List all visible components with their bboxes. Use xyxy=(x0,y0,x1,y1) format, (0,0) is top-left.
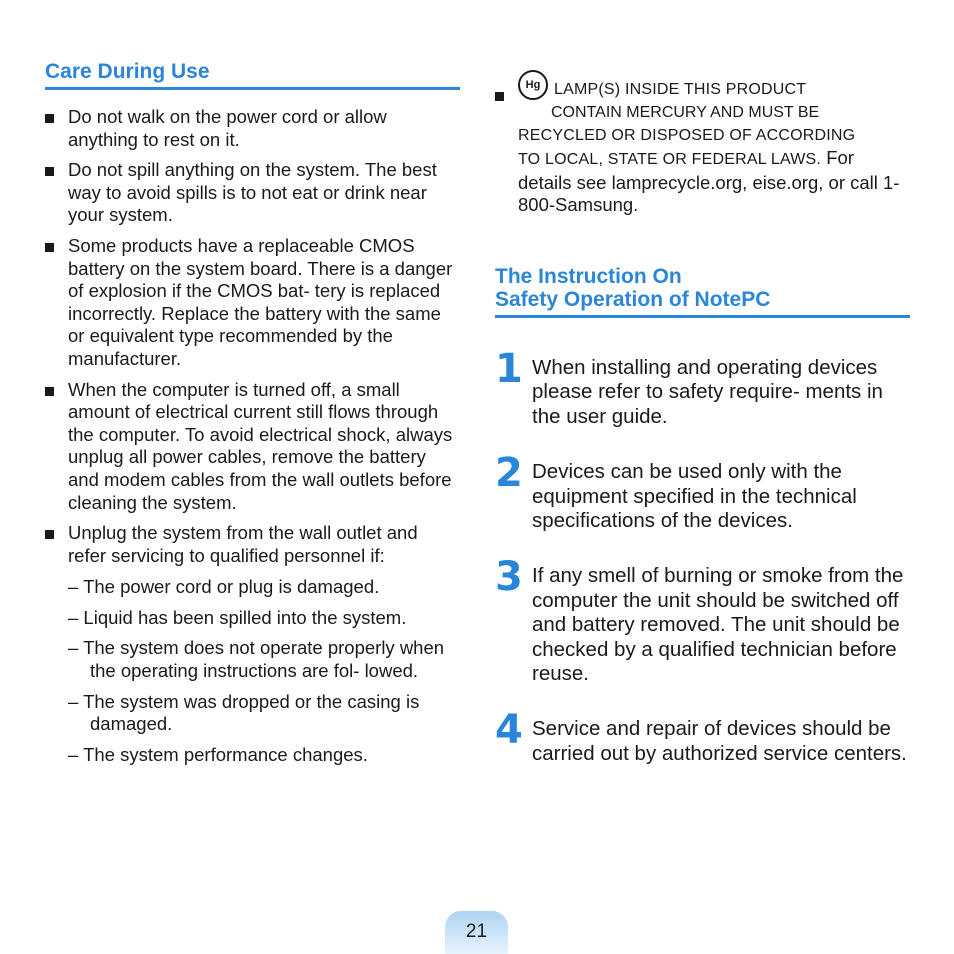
list-item xyxy=(45,106,460,151)
bullet-square-icon xyxy=(495,92,504,101)
dash-item: – The system does not operate properly when the operating instructions are fol- lowed. xyxy=(68,637,445,682)
right-column xyxy=(495,64,910,797)
bullet-square-icon xyxy=(45,243,54,252)
safety-step xyxy=(495,450,910,533)
mercury-hg-icon: Hg xyxy=(518,70,548,100)
step-text: Devices can be used only with the equipment specified in the technical specifications of the devices. xyxy=(532,460,857,532)
dash-item: – The system was dropped or the casing is damaged. xyxy=(68,690,420,735)
safety-steps xyxy=(495,345,910,766)
safety-step xyxy=(495,554,910,686)
bullet-text: Some products have a replaceable CMOS battery on the system board. There is a danger of explosion if the CMOS bat- tery is replaced incorrectly. Replace the battery with the same or equivalent type recommended by the manufacturer. xyxy=(68,234,453,369)
mercury-notice-line-4 xyxy=(518,147,910,217)
step-number: 3 xyxy=(495,554,523,601)
bullet-text: Do not spill anything on the system. The best way to avoid spills is to not eat or drink near your system. xyxy=(68,159,437,226)
section-title-line-2: Safety Operation of NotePC xyxy=(495,287,771,311)
mercury-notice-details: For details see lamprecycle.org, eise.org, or call 1-800-Samsung. xyxy=(518,147,900,216)
servicing-conditions-list xyxy=(68,576,460,766)
page-number: 21 xyxy=(445,911,508,954)
list-item xyxy=(45,522,460,766)
safety-step xyxy=(495,707,910,766)
bullet-square-icon xyxy=(45,387,54,396)
section-title-line-1: The Instruction On xyxy=(495,264,682,288)
list-item xyxy=(45,235,460,371)
list-item xyxy=(45,379,460,515)
step-number: 1 xyxy=(495,345,523,392)
step-text: Service and repair of devices should be carried out by authorized service centers. xyxy=(532,717,907,765)
bullet-square-icon xyxy=(45,530,54,539)
mercury-notice-line-1: LAMP(S) INSIDE THIS PRODUCT xyxy=(554,81,807,99)
left-column xyxy=(45,60,460,774)
dash-item: – The system performance changes. xyxy=(68,743,368,765)
step-text: If any smell of burning or smoke from the computer the unit should be switched off and battery removed. The unit should be checked by a qualified technician before reuse. xyxy=(532,564,904,686)
mercury-notice-caps: TO LOCAL, STATE OR FEDERAL LAWS. xyxy=(518,151,822,169)
bullet-text: Do not walk on the power cord or allow anything to rest on it. xyxy=(68,106,387,150)
bullet-text: Unplug the system from the wall outlet and refer servicing to qualified personnel if: xyxy=(68,522,418,566)
mercury-notice-line-2: CONTAIN MERCURY AND MUST BE xyxy=(551,104,820,121)
mercury-notice-first-line xyxy=(518,64,910,102)
safety-step xyxy=(495,345,910,429)
section-title-safety-operation xyxy=(495,265,910,318)
dash-item: – The power cord or plug is damaged. xyxy=(68,576,380,598)
bullet-text: When the computer is turned off, a small amount of electrical current still flows through the computer. To avoid electrical shock, always unplug all power cables, remove the battery and modem cables from the wall outlets before cleaning the system. xyxy=(68,378,453,513)
bullet-square-icon xyxy=(45,114,54,123)
list-item xyxy=(45,159,460,227)
bullet-square-icon xyxy=(45,167,54,176)
care-bullet-list xyxy=(45,106,460,766)
mercury-notice xyxy=(495,64,910,217)
dash-item: – Liquid has been spilled into the system. xyxy=(68,606,407,628)
mercury-notice-line-3: RECYCLED OR DISPOSED OF ACCORDING xyxy=(518,126,856,144)
step-number: 4 xyxy=(495,707,523,754)
step-number: 2 xyxy=(495,450,523,497)
section-title-care-during-use: Care During Use xyxy=(45,60,460,90)
step-text: When installing and operating devices please refer to safety require- ments in the user guide. xyxy=(532,355,883,428)
